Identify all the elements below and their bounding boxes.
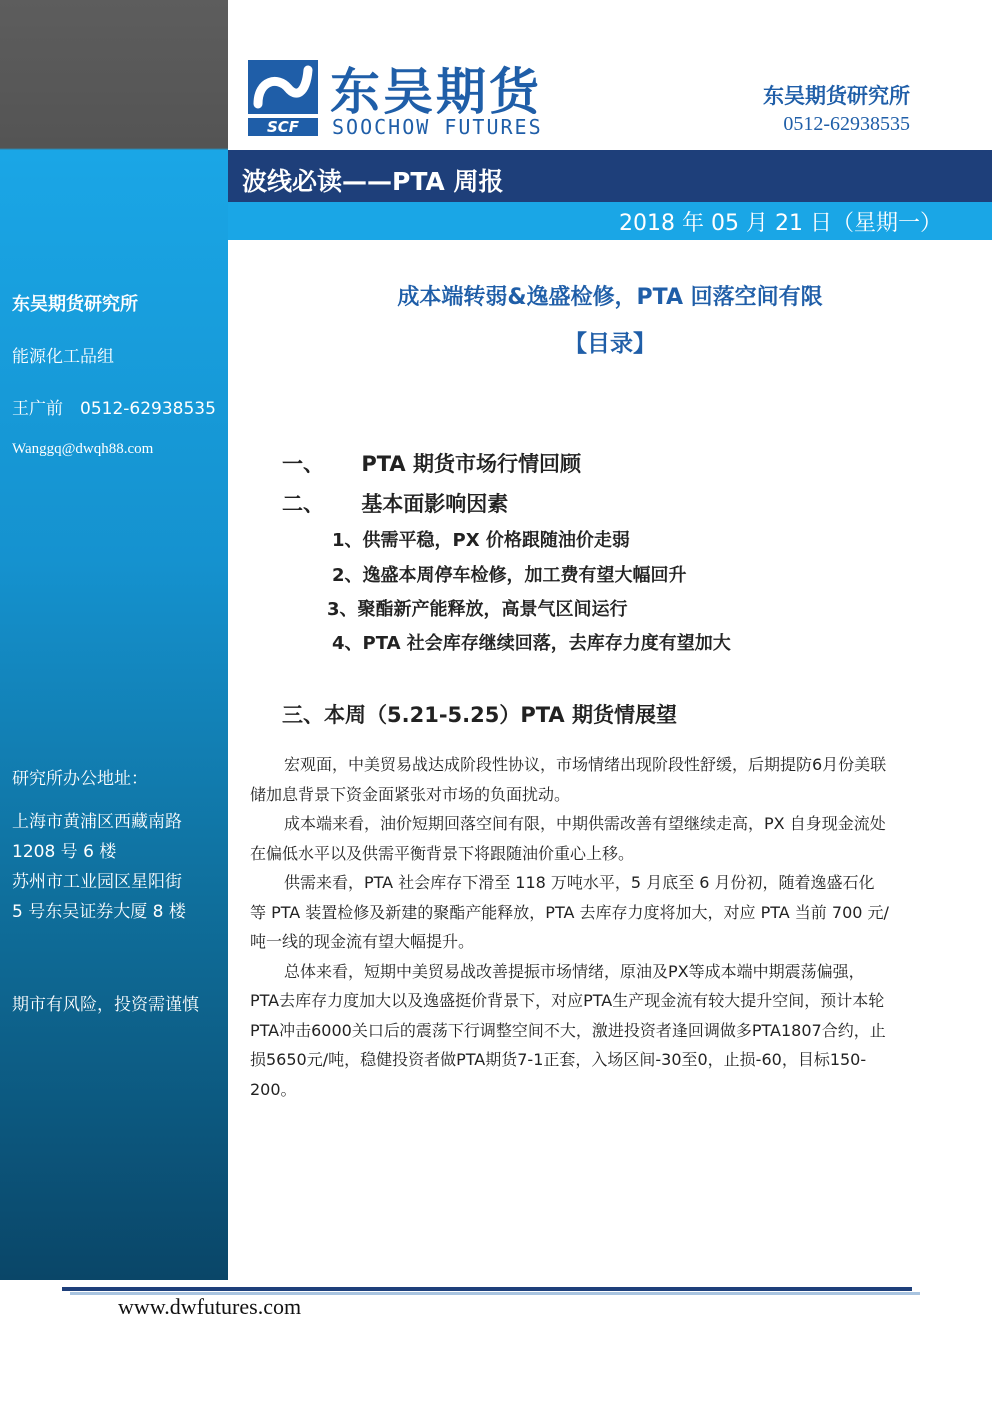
sidebar-email[interactable]: Wanggq@dwqh88.com: [12, 441, 154, 457]
header-phone: 0512-62938535: [783, 113, 910, 135]
paragraph: 宏观面，中美贸易战达成阶段性协议，市场情绪出现阶段性舒缓，后期提防6月份美联储加息背景下资金面紧张对市场的负面扰动。: [250, 755, 887, 804]
toc-subitem[interactable]: 3、聚酯新产能释放，高景气区间运行: [327, 599, 628, 620]
risk-warning: 期市有风险，投资需谨慎: [12, 995, 199, 1015]
header-institute: 东吴期货研究所: [763, 84, 910, 108]
sidebar-address-line: 5 号东吴证券大厦 8 楼: [12, 902, 186, 922]
footer-website-link[interactable]: www.dwfutures.com: [118, 1294, 302, 1319]
sidebar-analyst: 王广前 0512-62938535: [12, 399, 216, 419]
date-banner: [228, 202, 992, 240]
paragraph: 成本端来看，油价短期回落空间有限，中期供需改善有望继续走高，PX 自身现金流处在偏低水平以及供需平衡背景下将跟随油价重心上移。: [250, 814, 886, 863]
paragraph: 总体来看，短期中美贸易战改善提振市场情绪，原油及PX等成本端中期震荡偏强，PTA去库存力度加大以及逸盛挺价背景下，对应PTA生产现金流有较大提升空间，预计本轮PTA冲击6000关口后的震荡下行调整空间不大，激进投资者逢回调做多PTA1807合约，止损5650元/吨，稳健投资者做PTA期货7-1正套，入场区间-30至0，止损-60，目标150-200。: [250, 961, 886, 1099]
outlook-body: [250, 750, 890, 1104]
toc-text: PTA 期货市场行情回顾: [361, 452, 581, 476]
toc-item[interactable]: [282, 448, 581, 478]
outlook-heading: 三、本周（5.21-5.25）PTA 期货情展望: [282, 703, 677, 727]
logo-chinese-name: 东吴期货: [330, 63, 542, 121]
toc-subitem[interactable]: 2、逸盛本周停车检修，加工费有望大幅回升: [332, 565, 687, 586]
sidebar-address-line: 苏州市工业园区星阳街: [12, 872, 182, 892]
paragraph: 供需来看，PTA 社会库存下滑至 118 万吨水平，5 月底至 6 月份初，随着逸盛石化等 PTA 装置检修及新建的聚酯产能释放，PTA 去库存力度将加大，对应 PTA 当前 700 元/吨一线的现金流有望大幅提升。: [250, 873, 889, 951]
toc-item[interactable]: [282, 488, 508, 518]
company-logo-icon: [248, 60, 318, 138]
toc-text: 基本面影响因素: [361, 492, 509, 516]
toc-subitem[interactable]: 1、供需平稳，PX 价格跟随油价走弱: [332, 530, 630, 551]
footer-divider: [62, 1287, 912, 1291]
report-date: 2018 年 05 月 21 日（星期一）: [619, 211, 942, 236]
toc-number: 一、: [282, 452, 324, 476]
logo-english-name: SOOCHOW FUTURES: [332, 115, 543, 139]
report-series-banner: [228, 150, 992, 202]
svg-text:SCF: SCF: [266, 118, 300, 136]
sidebar-group: 能源化工品组: [12, 347, 114, 367]
report-series-title: 波线必读——PTA 周报: [242, 167, 504, 196]
sidebar-institute: 东吴期货研究所: [12, 294, 138, 315]
sidebar-address-line: 1208 号 6 楼: [12, 842, 117, 862]
sidebar-address-line: 上海市黄浦区西藏南路: [12, 812, 182, 832]
toc-label: 【目录】: [564, 331, 656, 357]
toc-number: 二、: [282, 492, 324, 516]
sidebar: [0, 0, 228, 1280]
toc-subitem[interactable]: 4、PTA 社会库存继续回落，去库存力度有望加大: [332, 633, 731, 654]
report-headline: 成本端转弱&逸盛检修，PTA 回落空间有限: [397, 285, 823, 310]
sidebar-address-label: 研究所办公地址：: [12, 769, 148, 789]
